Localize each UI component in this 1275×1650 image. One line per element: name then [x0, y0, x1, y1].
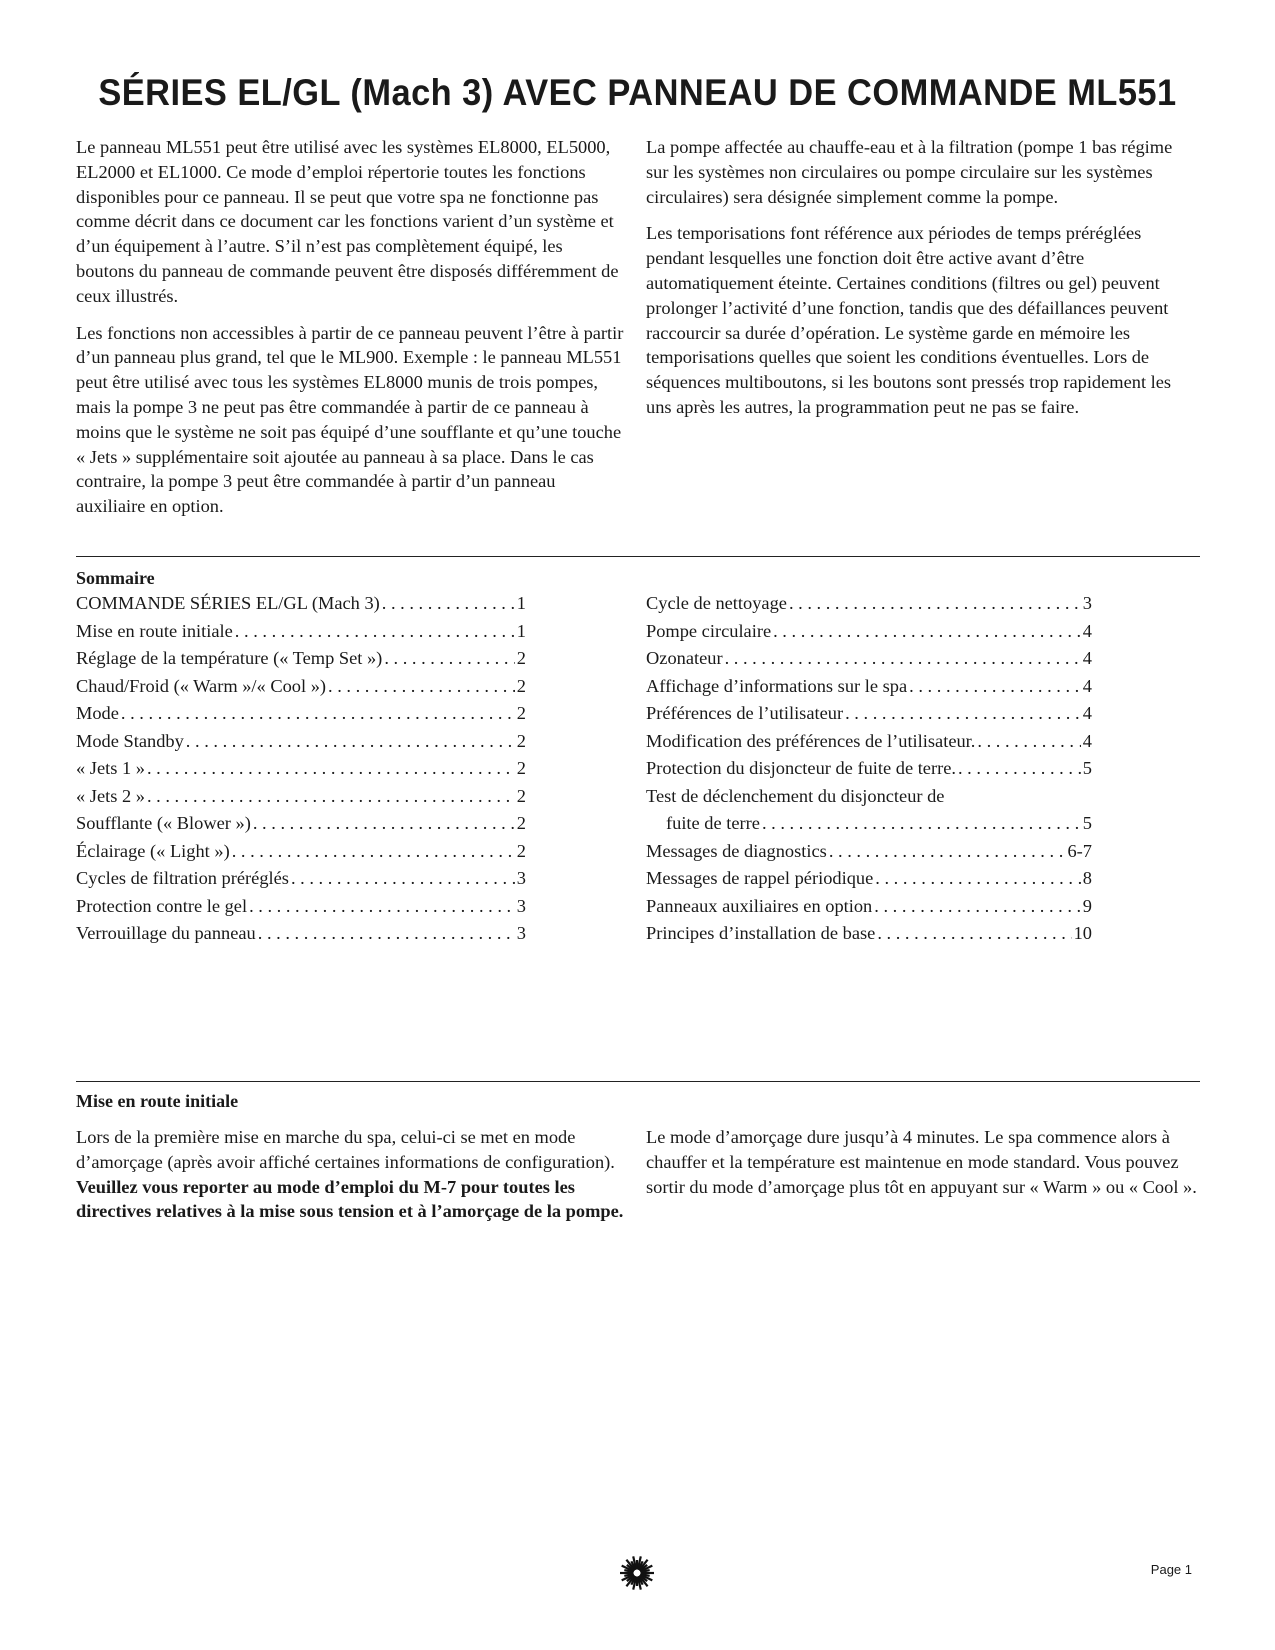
toc-entry[interactable] — [646, 783, 1092, 811]
toc-left-list — [76, 590, 526, 948]
toc-entry[interactable] — [76, 783, 526, 811]
toc-entry[interactable] — [76, 728, 526, 756]
toc-entry-page: 2 — [516, 813, 526, 833]
toc-entry-page: 2 — [516, 703, 526, 723]
intro-paragraph: Le panneau ML551 peut être utilisé avec les systèmes EL8000, EL5000, EL2000 et EL1000. Ce mode d’emploi répertorie toutes les fonctions disponibles pour ce panneau. Il se peut que votre spa ne fonctionne pas comme décrit dans ce document car les fonctions varient d’un système et d’un équipement à l’autre. S’il n’est pas complètement équipé, les boutons du panneau de commande peuvent être disposés différemment de ceux illustrés. — [76, 137, 619, 306]
toc-entry-label: Soufflante (« Blower ») — [76, 813, 251, 833]
toc-entry-label: Protection du disjoncteur de fuite de terre. — [646, 758, 956, 778]
toc-entry[interactable] — [76, 755, 526, 783]
toc-leader-dots — [147, 783, 515, 811]
toc-entry-label: Pompe circulaire — [646, 620, 772, 641]
intro-paragraph: Les temporisations font référence aux périodes de temps préréglées pendant lesquelles une fonction doit être active avant d’être automatiquement éteinte. Certaines conditions (filtres ou gel) peuvent prolonger l’activité d’une fonction, tandis que des défaillances peuvent raccourcir sa durée d’opération. Le système garde en mémoire les temporisations quelles que soient les conditions éventuelles. Lors de séquences multiboutons, si les boutons sont pressés trop rapidement les uns après les autres, la programmation peut ne pas se faire. — [646, 223, 1172, 417]
toc-entry-page: 4 — [1082, 703, 1092, 723]
toc-leader-dots — [977, 728, 1080, 756]
toc-entry[interactable] — [646, 755, 1092, 783]
toc-entry[interactable] — [646, 673, 1092, 701]
toc-leader-dots — [845, 700, 1081, 728]
section-divider — [76, 1081, 1200, 1082]
toc-entry-label: « Jets 2 » — [76, 785, 145, 806]
toc-entry[interactable] — [646, 838, 1092, 866]
toc-entry-label: Réglage de la température (« Temp Set ») — [76, 648, 383, 668]
toc-leader-dots — [232, 838, 515, 866]
toc-entry-page: 3 — [1082, 593, 1092, 613]
toc-leader-dots — [382, 590, 515, 618]
toc-entry[interactable] — [76, 810, 526, 838]
toc-leader-dots — [258, 920, 515, 948]
intro-right-column — [646, 135, 1198, 432]
toc-entry[interactable] — [76, 618, 526, 646]
toc-entry-label: Cycle de nettoyage — [646, 593, 787, 613]
intro-left-column — [76, 135, 624, 531]
toc-entry[interactable] — [646, 618, 1092, 646]
toc-entry-label: Modification des préférences de l’utilisateur. — [646, 730, 976, 751]
toc-entry[interactable] — [646, 590, 1092, 618]
toc-entry-page: 2 — [516, 675, 526, 696]
toc-leader-dots — [773, 618, 1081, 646]
toc-entry-label: Mode Standby — [76, 730, 184, 751]
toc-entry[interactable] — [646, 810, 1092, 838]
starburst-logo-icon — [619, 1555, 655, 1591]
startup-right-column — [646, 1125, 1198, 1211]
startup-bold-note: Veuillez vous reporter au mode d’emploi du M-7 pour toutes les directives relatives à la mise sous tension et à l’amorçage de la pompe. — [76, 1176, 624, 1222]
toc-entry-label: Ozonateur — [646, 648, 723, 668]
toc-entry-label: « Jets 1 » — [76, 758, 145, 778]
section-divider — [76, 556, 1200, 557]
toc-entry-label: fuite de terre — [666, 813, 760, 833]
toc-entry-page: 8 — [1082, 868, 1092, 888]
toc-entry[interactable] — [76, 920, 526, 948]
toc-leader-dots — [762, 810, 1081, 838]
toc-entry-label: Affichage d’informations sur le spa — [646, 675, 908, 696]
toc-leader-dots — [725, 645, 1081, 673]
toc-leader-dots — [384, 645, 514, 673]
startup-heading: Mise en route initiale — [76, 1091, 239, 1111]
toc-leader-dots — [958, 755, 1081, 783]
toc-entry-page: 3 — [516, 895, 526, 916]
toc-entry-label: Panneaux auxiliaires en option — [646, 895, 873, 916]
toc-entry[interactable] — [646, 893, 1092, 921]
toc-entry[interactable] — [76, 590, 526, 618]
toc-entry-page: 2 — [516, 648, 526, 668]
toc-entry-page: 5 — [1082, 813, 1092, 833]
toc-entry-page: 1 — [516, 620, 526, 641]
page-title: SÉRIES EL/GL (Mach 3) AVEC PANNEAU DE COMMANDE ML551 — [98, 72, 1177, 113]
toc-leader-dots — [877, 920, 1071, 948]
startup-left-column — [76, 1125, 624, 1236]
toc-leader-dots — [829, 838, 1066, 866]
toc-leader-dots — [235, 618, 515, 646]
toc-entry-page: 2 — [516, 758, 526, 778]
toc-entry-page: 1 — [516, 593, 526, 613]
toc-entry-label: Mode — [76, 703, 119, 723]
toc-entry[interactable] — [76, 673, 526, 701]
toc-entry-page: 10 — [1073, 923, 1092, 943]
toc-entry-page: 4 — [1082, 620, 1092, 641]
toc-entry-page: 2 — [516, 785, 526, 806]
toc-entry[interactable] — [646, 645, 1092, 673]
toc-right-list — [646, 590, 1092, 948]
toc-entry-label: Principes d’installation de base — [646, 923, 876, 943]
toc-entry[interactable] — [646, 920, 1092, 948]
toc-leader-dots — [147, 755, 515, 783]
toc-entry[interactable] — [76, 700, 526, 728]
toc-entry-page: 2 — [516, 730, 526, 751]
toc-entry[interactable] — [646, 728, 1092, 756]
toc-entry[interactable] — [76, 865, 526, 893]
toc-leader-dots — [253, 810, 515, 838]
startup-paragraph — [76, 1125, 624, 1224]
toc-leader-dots — [328, 673, 515, 701]
toc-entry-page: 3 — [516, 868, 526, 888]
toc-leader-dots — [121, 700, 515, 728]
toc-entry-label: Éclairage (« Light ») — [76, 840, 230, 861]
toc-entry-label: Test de déclenchement du disjoncteur de — [646, 785, 945, 806]
toc-leader-dots — [249, 893, 515, 921]
toc-entry-page: 4 — [1082, 730, 1092, 751]
toc-entry-page: 4 — [1082, 648, 1092, 668]
toc-entry-label: COMMANDE SÉRIES EL/GL (Mach 3) — [76, 593, 380, 613]
toc-entry-page: 5 — [1082, 758, 1092, 778]
toc-entry[interactable] — [76, 838, 526, 866]
page-number: Page 1 — [1150, 1562, 1192, 1577]
startup-paragraph: Le mode d’amorçage dure jusqu’à 4 minutes. Le spa commence alors à chauffer et la température est maintenue en mode standard. Vous pouvez sortir du mode d’amorçage plus tôt en appuyant sur « Warm » ou « Cool ». — [646, 1127, 1197, 1197]
toc-leader-dots — [789, 590, 1081, 618]
intro-paragraph: La pompe affectée au chauffe-eau et à la filtration (pompe 1 bas régime sur les systèmes non circulaires ou pompe circulaire sur les systèmes circulaires) sera désignée simplement comme la pompe. — [646, 137, 1173, 207]
toc-entry-label: Protection contre le gel — [76, 895, 248, 916]
toc-entry-page: 9 — [1082, 895, 1092, 916]
toc-entry-page: 6-7 — [1067, 840, 1092, 861]
toc-leader-dots — [874, 893, 1081, 921]
toc-leader-dots — [291, 865, 515, 893]
toc-heading: Sommaire — [76, 568, 155, 588]
toc-entry[interactable] — [76, 645, 526, 673]
toc-entry-page: 3 — [516, 923, 526, 943]
toc-leader-dots — [186, 728, 515, 756]
toc-entry-label: Messages de diagnostics — [646, 840, 827, 861]
toc-entry-label: Mise en route initiale — [76, 620, 233, 641]
toc-entry-label: Verrouillage du panneau — [76, 923, 256, 943]
toc-leader-dots — [909, 673, 1081, 701]
toc-leader-dots — [875, 865, 1081, 893]
intro-paragraph: Les fonctions non accessibles à partir de ce panneau peuvent l’être à partir d’un panneau plus grand, tel que le ML900. Exemple : le panneau ML551 peut être utilisé avec tous les systèmes EL8000 munis de trois pompes, mais la pompe 3 ne peut pas être commandée à partir de ce panneau à moins que le système ne soit pas équipé d’une soufflante et qu’une touche « Jets » supplémentaire soit ajoutée au panneau à sa place. Dans le cas contraire, la pompe 3 peut être commandée à partir d’un panneau auxiliaire en option. — [76, 322, 624, 517]
toc-entry-label: Messages de rappel périodique — [646, 868, 874, 888]
toc-entry[interactable] — [646, 700, 1092, 728]
toc-entry[interactable] — [76, 893, 526, 921]
toc-entry-label: Cycles de filtration préréglés — [76, 868, 289, 888]
toc-entry-page: 4 — [1082, 675, 1092, 696]
toc-entry-label: Préférences de l’utilisateur — [646, 703, 844, 723]
toc-entry-label: Chaud/Froid (« Warm »/« Cool ») — [76, 675, 327, 696]
toc-entry[interactable] — [646, 865, 1092, 893]
toc-entry-page: 2 — [516, 840, 526, 861]
startup-text: Lors de la première mise en marche du spa, celui-ci se met en mode d’amorçage (après avoir affiché certaines informations de configuration). — [76, 1127, 615, 1172]
